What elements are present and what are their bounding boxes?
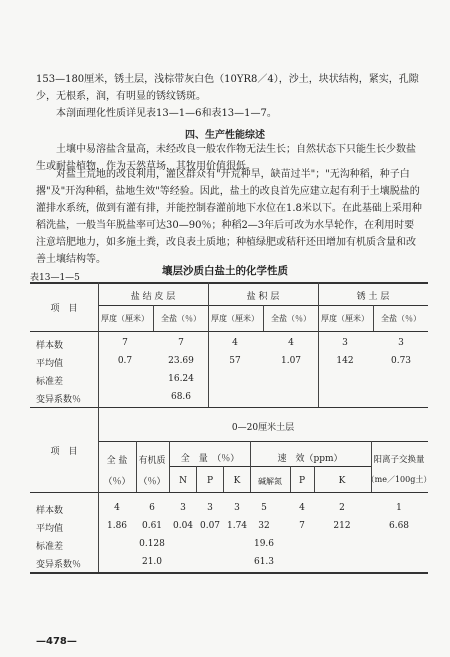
col-header-cec: 阳离子交换量 (373, 455, 425, 465)
table-cell: 5 (261, 503, 267, 513)
paragraph-table-ref-text: 本剖面理化性质详见表13—1—6和表13—1—7。 (56, 108, 277, 119)
group-header-salt-crust: 盐 结 皮 层 (130, 292, 176, 302)
lower-group-header: 0—20厘米土层 (231, 423, 295, 433)
table-cell: 3 (180, 503, 186, 513)
col-header-total-salt: 全盐（％） (271, 314, 311, 323)
item-header: 项 目 (50, 447, 78, 457)
col-header-thickness: 厚度（厘米） (321, 314, 369, 323)
col-header-thickness: 厚度（厘米） (211, 314, 259, 323)
row-label-std: 标准差 (36, 377, 64, 387)
table-cell: 4 (114, 503, 120, 513)
row-label-sample-count: 样本数 (36, 341, 64, 351)
col-header-organic-matter-unit: （％） (138, 477, 166, 487)
upper-bottom-rule (30, 407, 428, 408)
paragraph-rust-layer: 153—180厘米，锈土层，浅棕带灰白色（10YR8／4），沙土，块状结构，紧实，孔隙少，无根系，润，有明显的锈纹锈斑。 (36, 74, 419, 102)
lower-divider (250, 441, 251, 492)
table-cell: 16.24 (168, 374, 194, 384)
sub-header-p: P (298, 476, 306, 486)
table-cell: 3 (234, 503, 240, 513)
col-header-total-salt: 全盐（％） (161, 314, 201, 323)
table-cell: 0.128 (139, 539, 165, 549)
col-header-thickness: 厚度（厘米） (101, 314, 149, 323)
upper-divider (373, 305, 374, 331)
lower-divider (290, 466, 291, 492)
table-cell: 0.7 (117, 356, 133, 366)
lower-divider (314, 466, 315, 492)
table-cell: 21.0 (141, 557, 163, 567)
col-header-total-nutrient: 全 量 （％） (180, 454, 240, 464)
row-label-cv: 变异系数％ (36, 560, 82, 570)
table-cell: 3 (207, 503, 213, 513)
table-title: 壤层沙质白盐土的化学性质 (162, 265, 288, 277)
col-header-cec-unit: （me／100g土） (366, 475, 432, 484)
lower-divider (169, 441, 170, 492)
lower-divider (223, 466, 224, 492)
table-cell: 1.07 (280, 356, 302, 366)
group-header-rust-layer: 锈 土 层 (356, 292, 390, 302)
table-cell: 0.04 (172, 521, 194, 531)
lower-group-rule (98, 441, 428, 442)
sub-header-n: N (179, 476, 187, 486)
table-cell: 7 (178, 338, 184, 348)
table-cell: 68.6 (170, 392, 192, 402)
table-cell: 1.74 (226, 521, 248, 531)
row-label-mean: 平均值 (36, 524, 64, 534)
table-number: 表13—1—5 (30, 273, 80, 283)
upper-header-rule (30, 331, 428, 332)
upper-divider (98, 282, 99, 407)
page-number: —478— (36, 636, 77, 647)
col-header-available-nutrient: 速 效（ppm） (277, 454, 343, 464)
table-cell: 0.61 (141, 521, 163, 531)
table-cell: 23.69 (168, 356, 194, 366)
lower-divider (196, 466, 197, 492)
table-cell: 6 (149, 503, 155, 513)
paragraph-improvement (36, 166, 422, 268)
table-cell: 1.86 (106, 521, 128, 531)
table-cell: 32 (258, 521, 270, 531)
paragraph-salt-content-text: 土壤中易溶盐含量高，未经改良一般农作物无法生长；自然状态下只能生长少数盐生或耐盐植物，作为天然草场，其牧用价值很低。 (36, 144, 416, 172)
table-cell: 0.73 (390, 356, 412, 366)
table-top-rule (30, 282, 428, 284)
col-header-total-salt: 全盐（％） (381, 314, 421, 323)
table-cell: 3 (342, 338, 348, 348)
row-label-std: 标准差 (36, 542, 64, 552)
table-cell: 61.3 (253, 557, 275, 567)
table-cell: 142 (336, 356, 354, 366)
lower-header-rule (30, 492, 428, 493)
lower-sub-rule (169, 466, 371, 467)
table-cell: 212 (333, 521, 351, 531)
row-label-mean: 平均值 (36, 359, 64, 369)
table-cell: 0.07 (199, 521, 221, 531)
table-cell: 7 (122, 338, 128, 348)
sub-header-alkali-n: 碱解氮 (258, 477, 282, 486)
sub-header-k: K (338, 476, 346, 486)
paragraph-table-ref (36, 105, 422, 122)
table-cell: 1 (396, 503, 402, 513)
row-label-sample-count: 样本数 (36, 506, 64, 516)
table-cell: 2 (339, 503, 345, 513)
lower-divider (136, 441, 137, 492)
col-header-total-salt: 全 盐 (106, 456, 128, 466)
table-bottom-rule (30, 572, 428, 574)
item-header: 项 目 (50, 304, 78, 314)
table-cell: 6.68 (388, 521, 410, 531)
upper-divider (208, 282, 209, 407)
table-cell: 4 (232, 338, 238, 348)
lower-divider (98, 407, 99, 572)
col-header-total-salt-unit: （％） (103, 477, 131, 487)
table-cell: 4 (299, 503, 305, 513)
upper-divider (263, 305, 264, 331)
row-label-cv: 变异系数％ (36, 395, 82, 405)
table-cell: 57 (229, 356, 241, 366)
paragraph-improvement-text: 对盐土荒地的改良利用，灌区群众有"开荒种旱，缺苗过半"；"无沟种稻，种子白撂"及"开沟种稻，盐地生效"等经验。因此，盐土的改良首先应建立起有利于土壤脱盐的灌排水系统，做到有灌有排，并能控制春灌前地下水位在1.8米以下。在此基础上采用种稻洗盐，一般当年脱盐率可达30—90％；种稻2—3年后可改为水旱轮作，在利用时要注意培肥地力，如多施土粪，改良表土质地；种植绿肥或秸秆还田增加有机质含量和改善土壤结构等。 (36, 169, 422, 265)
table-cell: 19.6 (253, 539, 275, 549)
sub-header-p: P (206, 476, 214, 486)
group-header-salt-layer: 盐 积 层 (246, 292, 280, 302)
table-cell: 4 (288, 338, 294, 348)
upper-divider (318, 282, 319, 407)
upper-divider (153, 305, 154, 331)
col-header-organic-matter: 有机质 (138, 456, 166, 466)
section-heading: 四、生产性能综述 (185, 130, 265, 141)
sub-header-k: K (233, 476, 241, 486)
table-cell: 3 (398, 338, 404, 348)
table-cell: 7 (299, 521, 305, 531)
